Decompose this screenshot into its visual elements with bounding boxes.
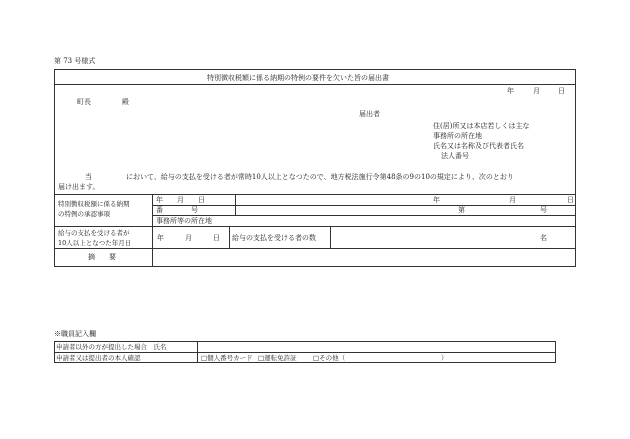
body-text-part3: 届け出ます。	[58, 183, 100, 191]
date-month: 月	[533, 87, 540, 95]
remarks-label: 摘 要	[88, 253, 116, 261]
other-id-field[interactable]	[360, 353, 440, 362]
row2-month: 月	[185, 234, 192, 242]
row1-label-line1: 特別徴収税額に係る納期	[58, 200, 130, 208]
row1-sub-office: 事務所等の所在地	[156, 217, 212, 225]
table-row2-mid-divider	[229, 226, 230, 248]
row1-right-month: 月	[509, 196, 516, 204]
title-divider	[54, 84, 576, 85]
row2-label-line1: 給与の支払を受ける者が	[58, 229, 130, 237]
row1-right-day: 日	[567, 196, 574, 204]
row1-sub-date: 年 月 日	[156, 196, 205, 204]
body-text-part1: 当	[85, 173, 92, 181]
row2-label-line2: 10人以上となつた年月日	[58, 239, 132, 247]
row1-right-go: 号	[540, 206, 547, 214]
addressee-honorific: 殿	[122, 98, 129, 106]
row2-unit: 名	[540, 234, 547, 242]
table-top-line	[54, 194, 576, 195]
other-close-paren: ）	[441, 354, 448, 362]
checkbox-mynumber-card[interactable]: □個人番号カード	[201, 354, 253, 362]
office-row1-label: 申請者以外の方が提出した場合 氏名	[56, 343, 167, 351]
remarks-field[interactable]	[153, 249, 575, 266]
row2-count-label: 給与の支払を受ける者の数	[232, 234, 316, 242]
row2-year: 年	[157, 234, 164, 242]
checkbox-drivers-license[interactable]: □運転免許証	[258, 354, 297, 362]
form-title: 特別徴収税額に係る納期の特例の要件を欠いた旨の届出書	[207, 74, 389, 82]
filer-address-line2: 事務所の所在地	[433, 132, 482, 140]
office-location-field[interactable]	[236, 216, 575, 225]
row1-sub-number: 番 号	[156, 206, 198, 214]
checkbox-other[interactable]: □その他（	[313, 354, 346, 362]
date-day: 日	[558, 87, 565, 95]
office-row2-label: 申請者又は提出者の本人確認	[56, 354, 141, 362]
office-row-divider	[54, 352, 556, 353]
row1-right-dai: 第	[458, 206, 465, 214]
office-section-heading: ※職員記入欄	[54, 330, 96, 338]
addressee-mayor: 町長	[77, 98, 91, 106]
table-row2-count-divider	[330, 226, 331, 248]
row1-label-line2: の特例の承認事項	[58, 210, 110, 218]
form-number: 第 73 号様式	[54, 57, 96, 65]
filer-label: 届出者	[359, 110, 380, 118]
body-text-part2: において、給与の支払を受ける者が常時10人以上となつたので、地方税法施行令第48条の9の10の規定により、次のとおり	[126, 173, 514, 181]
filer-address-line1: 住(居)所又は本店若しくは主な	[433, 122, 530, 130]
table-line-sub1	[152, 205, 576, 206]
row1-right-year: 年	[433, 196, 440, 204]
table-line-row2	[54, 226, 576, 227]
date-year: 年	[507, 87, 514, 95]
submitter-name-field[interactable]	[198, 342, 555, 351]
table-row1-mid-divider	[235, 194, 236, 215]
filer-name-line: 氏名又は名称及び代表者氏名	[433, 142, 524, 150]
filer-corp-number: 法人番号	[441, 152, 469, 160]
row2-day: 日	[213, 234, 220, 242]
